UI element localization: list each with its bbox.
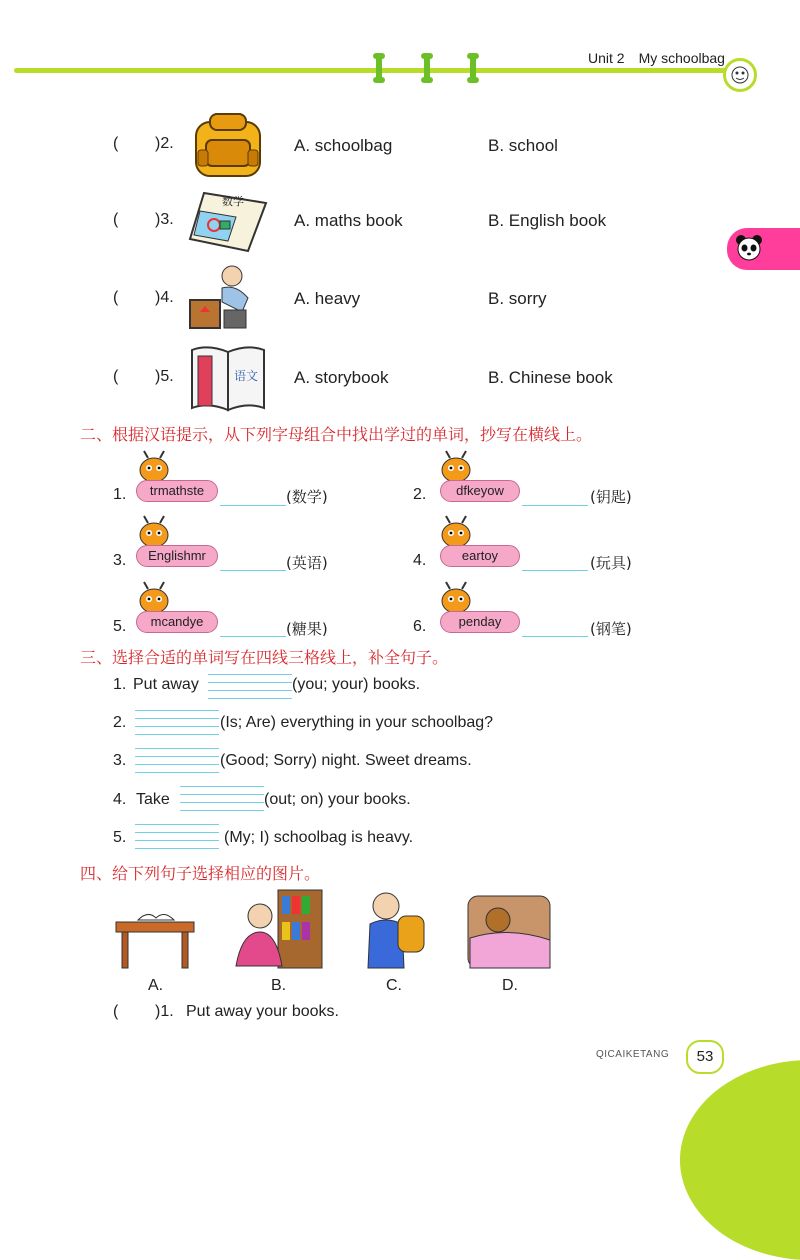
picture-label: B. (271, 977, 287, 994)
section-2-title: 二、根据汉语提示，从下列字母组合中找出学过的单词，抄写在横线上。 (80, 425, 593, 444)
four-line-grid[interactable] (208, 674, 292, 700)
item-number: 1. (113, 486, 127, 503)
unit-title (588, 50, 739, 66)
item-number: 3. (113, 552, 127, 569)
book-cover-title: 语文 (234, 369, 259, 383)
item-number: 6. (413, 618, 427, 635)
binder-peg-icon (424, 53, 430, 83)
publisher-brand: QICAIKETANG (596, 1049, 670, 1060)
page-number: 53 (686, 1040, 724, 1074)
chinese-hint: (数学) (286, 488, 328, 506)
question-number: )4. (155, 289, 174, 306)
answer-paren-open[interactable]: ( (113, 1003, 119, 1020)
letter-string: eartoy (440, 545, 520, 567)
question-number: )3. (155, 211, 174, 228)
question-text: Put away your books. (186, 1003, 339, 1020)
unit-topic: My schoolbag (638, 50, 725, 66)
ant-icon (434, 450, 478, 484)
book-cover-title: 数学 (222, 195, 244, 208)
unit-number: Unit 2 (588, 50, 625, 66)
answer-blank[interactable] (522, 505, 588, 506)
option-b[interactable]: B. Chinese book (488, 368, 613, 387)
man-lifting-box-icon (186, 262, 266, 332)
binder-peg-icon (376, 53, 382, 83)
question-number: )1. (155, 1003, 174, 1020)
picture-label: D. (502, 977, 518, 994)
four-line-grid[interactable] (180, 786, 264, 812)
chinese-hint: (糖果) (286, 620, 328, 638)
letter-string: dfkeyow (440, 480, 520, 502)
option-a[interactable]: A. storybook (294, 368, 389, 387)
answer-paren-open[interactable]: ( (113, 289, 119, 306)
sentence-suffix: (My; I) schoolbag is heavy. (224, 829, 414, 846)
four-line-grid[interactable] (135, 710, 219, 736)
ant-icon (434, 515, 478, 549)
sentence-number: 4. (113, 791, 127, 808)
mascot-badge-icon (723, 58, 757, 92)
schoolbag-icon (188, 110, 268, 180)
boy-with-schoolbag-icon (356, 886, 430, 972)
question-number: )2. (155, 135, 174, 152)
picture-label: A. (148, 977, 164, 994)
chinese-hint: (英语) (286, 554, 328, 572)
answer-blank[interactable] (522, 570, 588, 571)
binder-peg-icon (470, 53, 476, 83)
answer-paren-open[interactable]: ( (113, 368, 119, 385)
sentence-number: 3. (113, 752, 127, 769)
option-b[interactable]: B. sorry (488, 289, 547, 308)
answer-paren-open[interactable]: ( (113, 211, 119, 228)
letter-string: mcandye (136, 611, 218, 633)
chinese-book-icon (188, 342, 268, 414)
option-a[interactable]: A. schoolbag (294, 136, 393, 155)
sentence-suffix: (Good; Sorry) night. Sweet dreams. (220, 752, 472, 769)
sentence-suffix: (out; on) your books. (264, 791, 411, 808)
section-4-title: 四、给下列句子选择相应的图片。 (80, 864, 321, 883)
corner-decoration (680, 1060, 800, 1260)
question-number: )5. (155, 368, 174, 385)
option-b[interactable]: B. school (488, 136, 558, 155)
ant-icon (132, 515, 176, 549)
answer-blank[interactable] (220, 636, 286, 637)
letter-string: penday (440, 611, 520, 633)
sentence-number: 2. (113, 714, 127, 731)
section-3-title: 三、选择合适的单词写在四线三格线上，补全句子。 (80, 648, 449, 667)
picture-label: C. (386, 977, 402, 994)
sentence-suffix: (you; your) books. (292, 676, 421, 693)
letter-string: trmathste (136, 480, 218, 502)
letter-string: Englishmr (136, 545, 218, 567)
item-number: 4. (413, 552, 427, 569)
ant-icon (132, 581, 176, 615)
answer-blank[interactable] (220, 505, 286, 506)
answer-blank[interactable] (220, 570, 286, 571)
option-b[interactable]: B. English book (488, 211, 607, 230)
header-rule (14, 68, 729, 73)
sentence-number: 5. (113, 829, 127, 846)
panda-icon (735, 234, 763, 262)
ant-icon (132, 450, 176, 484)
sentence-prefix: Take (136, 791, 170, 808)
answer-blank[interactable] (522, 636, 588, 637)
man-at-bookshelf-icon (232, 886, 324, 970)
bear-in-bed-icon (462, 890, 556, 974)
four-line-grid[interactable] (135, 748, 219, 774)
four-line-grid[interactable] (135, 824, 219, 850)
ant-icon (434, 581, 478, 615)
sentence-number: 1. (113, 676, 127, 693)
maths-book-icon (186, 185, 270, 255)
item-number: 2. (413, 486, 427, 503)
chinese-hint: (钢笔) (590, 620, 632, 638)
book-on-table-icon (112, 896, 198, 970)
answer-paren-open[interactable]: ( (113, 135, 119, 152)
option-a[interactable]: A. maths book (294, 211, 403, 230)
sentence-suffix: (Is; Are) everything in your schoolbag? (220, 714, 494, 731)
chinese-hint: (钥匙) (590, 488, 632, 506)
option-a[interactable]: A. heavy (294, 289, 361, 308)
chinese-hint: (玩具) (590, 554, 632, 572)
sentence-prefix: Put away (133, 676, 199, 693)
item-number: 5. (113, 618, 127, 635)
